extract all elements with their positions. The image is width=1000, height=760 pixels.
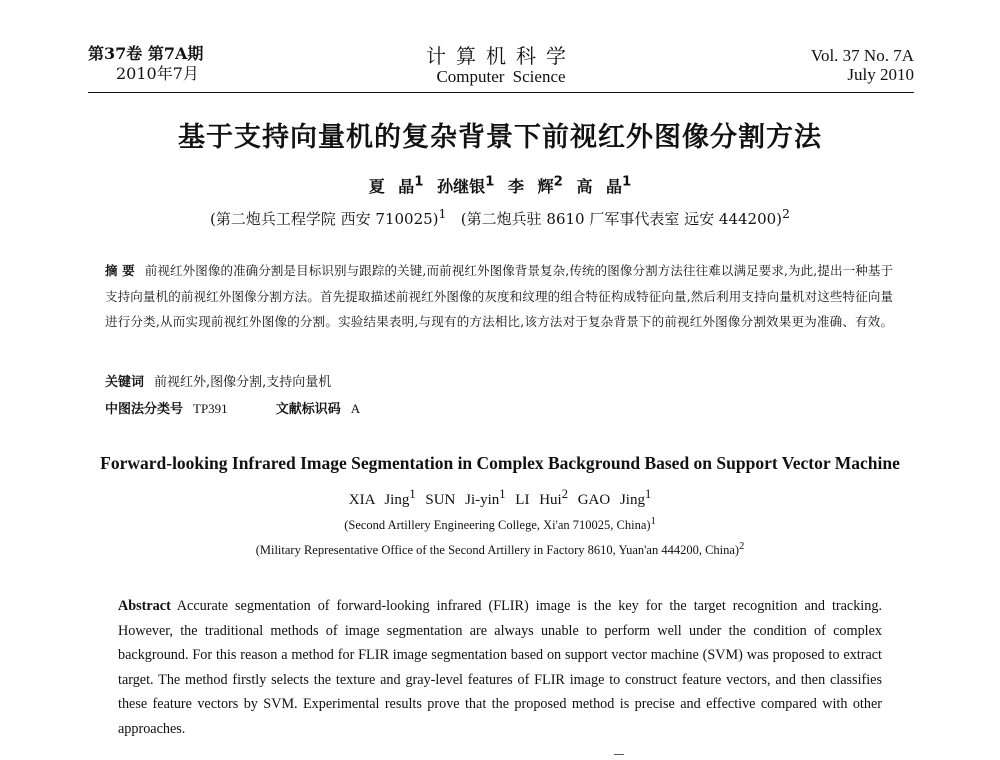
- abstract-en-text: Accurate segmentation of forward-looking infrared (FLIR) image is the key for the target recognition and tracking. However, the traditional methods of image segmentation are always unable to perform well under the condition of complex background. For this reason a method for FLIR image segmentation based on support vector machine (SVM) was proposed to extract target. The method firstly selects the texture and gray-level features of FLIR image to construct feature vectors, and then classifies these feature vectors by SVM. Experimental results prove that the proposed method is precise and effective compared with other approaches.: [118, 598, 882, 737]
- date-en: July 2010: [847, 65, 914, 84]
- clc-value: TP391: [193, 401, 228, 416]
- doc-code-label: 文献标识码: [275, 402, 341, 417]
- authors-cn: [0, 174, 1000, 197]
- author-en: SUN Ji-yin$^1$: [425, 487, 506, 508]
- journal-name-en: Computer Science: [436, 67, 566, 86]
- keywords-cn-label: 关键词: [105, 375, 145, 390]
- authors-en: [0, 487, 1000, 509]
- author-en: XIA Jing$^1$: [348, 487, 416, 508]
- paper-title-en: Forward-looking Infrared Image Segmentation in Complex Background Based on Support Vector Machine: [100, 453, 900, 473]
- affiliation-cn: (第二炮兵驻 8610 厂军事代表室 远安 444200)$^2$: [460, 206, 790, 228]
- author-cn: 孙继银$^1$: [437, 174, 495, 196]
- classification-cn: [105, 398, 360, 417]
- affiliation-en: (Military Representative Office of the Second Artillery in Factory 8610, Yuan'an 444200, China)$^2$: [255, 541, 745, 558]
- author-cn: 高 晶$^1$: [576, 174, 632, 196]
- keywords-cn: [105, 371, 331, 390]
- abstract-cn-text: 前视红外图像的准确分割是目标识别与跟踪的关键,而前视红外图像背景复杂,传统的图像分割方法往往难以满足要求,为此,提出一种基于支持向量机的前视红外图像分割方法。首先提取描述前视红外图像的灰度和纹理的组合特征构成特征向量,然后利用支持向量机对这些特征向量进行分类,从而实现前视红外图像的分割。实验结果表明,与现有的方法相比,该方法对于复杂背景下的前视红外图像分割效果更为准确、有效。: [105, 263, 893, 329]
- page-header: [88, 44, 914, 94]
- affiliation-en: (Second Artillery Engineering College, Xi'an 710025, China)$^1$: [344, 516, 656, 533]
- keywords-cn-text: 前视红外,图像分割,支持向量机: [154, 375, 332, 390]
- header-center: [88, 44, 914, 86]
- abstract-en-label: Abstract: [118, 598, 171, 614]
- abstract-cn-label: 摘 要: [105, 263, 135, 278]
- date-cn: 2010年7月: [116, 64, 199, 83]
- affiliation-cn: (第二炮兵工程学院 西安 710025)$^1$: [210, 206, 447, 228]
- clc-label: 中图法分类号: [105, 402, 184, 417]
- affiliations-cn: [0, 206, 1000, 229]
- author-en: GAO Jing$^1$: [577, 487, 652, 508]
- journal-name-cn: 计算机科学: [426, 44, 576, 68]
- volume-issue-en: Vol. 37 No. 7A: [810, 46, 914, 65]
- volume-issue-cn: 第37卷 第7A期: [88, 44, 204, 63]
- abstract-en: [118, 594, 882, 741]
- header-right: [811, 46, 914, 84]
- bottom-edge-mark: [614, 754, 624, 755]
- abstract-cn: [105, 258, 893, 335]
- author-cn: 夏 晶$^1$: [368, 174, 424, 196]
- paper-title-cn: 基于支持向量机的复杂背景下前视红外图像分割方法: [178, 122, 822, 153]
- author-en: LI Hui$^2$: [515, 487, 568, 508]
- author-cn: 李 辉$^2$: [508, 174, 563, 196]
- doc-code-value: A: [350, 401, 361, 416]
- header-rule: [88, 92, 914, 93]
